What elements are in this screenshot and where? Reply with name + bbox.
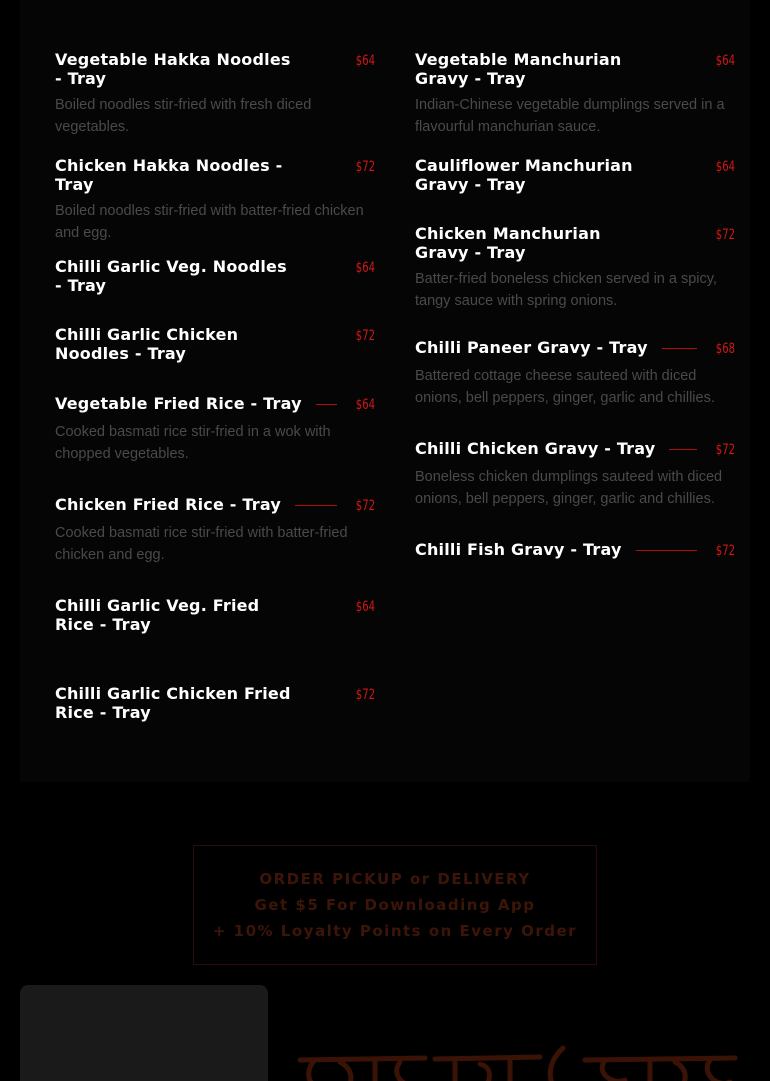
menu-item-chilli-garlic-chicken-noodles-tray[interactable] <box>55 325 375 363</box>
menu-item-leader-line <box>669 60 697 61</box>
menu-item-header <box>55 156 375 194</box>
menu-item-leader-line <box>669 166 697 167</box>
menu-item-chicken-manchurian-gravy-tray[interactable] <box>415 224 735 312</box>
menu-item-name: Chilli Garlic Veg. Fried Rice - Tray <box>55 596 260 634</box>
menu-item-price: $72 <box>355 687 375 703</box>
promo-line-loyalty: + 10% Loyalty Points on Every Order <box>212 922 578 940</box>
script-heading-graphic <box>295 1040 745 1081</box>
menu-item-name: Vegetable Manchurian Gravy - Tray <box>415 50 622 88</box>
menu-item-header <box>415 156 735 194</box>
menu-item-name: Chilli Paneer Gravy - Tray <box>415 338 648 357</box>
menu-item-name: Vegetable Hakka Noodles - Tray <box>55 50 291 88</box>
menu-item-header <box>55 684 375 722</box>
menu-item-price: $64 <box>355 599 375 615</box>
menu-item-description: Boneless chicken dumplings sauteed with diced onions, bell peppers, ginger, garlic and chillies. <box>415 469 723 507</box>
menu-item-description: Cooked basmati rice stir-fried with batter-fried chicken and egg. <box>55 525 348 563</box>
menu-item-cauliflower-manchurian-gravy-tray[interactable] <box>415 156 735 194</box>
menu-item-leader-line <box>316 404 337 405</box>
menu-item-leader-line <box>636 550 697 551</box>
menu-item-header <box>55 325 375 363</box>
menu-item-price: $64 <box>355 53 375 69</box>
menu-item-price: $68 <box>715 341 735 357</box>
menu-item-name: Chilli Garlic Chicken Fried Rice - Tray <box>55 684 291 722</box>
menu-item-header <box>415 338 735 359</box>
menu-item-header <box>55 50 375 88</box>
menu-item-header <box>415 439 735 460</box>
menu-item-price: $72 <box>355 159 375 175</box>
menu-item-leader-line <box>309 606 337 607</box>
menu-item-chicken-hakka-noodles-tray[interactable] <box>55 156 375 244</box>
menu-item-description: Battered cottage cheese sauteed with diced onions, bell peppers, ginger, garlic and chillies. <box>415 368 715 406</box>
menu-item-name: Chicken Hakka Noodles - Tray <box>55 156 283 194</box>
menu-item-name: Chicken Manchurian Gravy - Tray <box>415 224 601 262</box>
menu-item-price: $72 <box>355 328 375 344</box>
menu-item-leader-line <box>309 267 337 268</box>
menu-item-description: Indian-Chinese vegetable dumplings served in a flavourful manchurian sauce. <box>415 97 725 135</box>
menu-item-chilli-fish-gravy-tray[interactable] <box>415 540 735 561</box>
menu-item-header <box>55 394 375 415</box>
menu-item-name: Chilli Garlic Chicken Noodles - Tray <box>55 325 239 363</box>
menu-item-name: Cauliflower Manchurian Gravy - Tray <box>415 156 633 194</box>
decorative-script-heading <box>295 1040 745 1081</box>
menu-item-leader-line <box>309 60 337 61</box>
menu-item-description: Batter-fried boneless chicken served in a spicy, tangy sauce with spring onions. <box>415 271 717 309</box>
menu-item-description: Cooked basmati rice stir-fried in a wok with chopped vegetables. <box>55 424 331 462</box>
menu-item-chicken-fried-rice-tray[interactable] <box>55 495 375 566</box>
menu-item-vegetable-fried-rice-tray[interactable] <box>55 394 375 465</box>
menu-item-vegetable-hakka-noodles-tray[interactable] <box>55 50 375 138</box>
menu-item-name: Chilli Garlic Veg. Noodles - Tray <box>55 257 287 295</box>
menu-item-chilli-garlic-chicken-fried-rice-tray[interactable] <box>55 684 375 722</box>
menu-item-description: Boiled noodles stir-fried with batter-fried chicken and egg. <box>55 203 364 241</box>
menu-item-chilli-garlic-veg-fried-rice-tray[interactable] <box>55 596 375 634</box>
menu-item-header <box>55 495 375 516</box>
menu-item-price: $64 <box>715 53 735 69</box>
menu-item-name: Chicken Fried Rice - Tray <box>55 495 281 514</box>
promo-line-app: Get $5 For Downloading App <box>254 896 536 914</box>
menu-item-header <box>415 540 735 561</box>
menu-item-chilli-garlic-veg-noodles-tray[interactable] <box>55 257 375 295</box>
menu-item-name: Chilli Fish Gravy - Tray <box>415 540 622 559</box>
menu-item-vegetable-manchurian-gravy-tray[interactable] <box>415 50 735 138</box>
menu-item-price: $64 <box>355 397 375 413</box>
menu-item-description: Boiled noodles stir-fried with fresh diced vegetables. <box>55 97 312 135</box>
menu-item-leader-line <box>662 348 697 349</box>
menu-item-leader-line <box>669 449 697 450</box>
menu-item-name: Chilli Chicken Gravy - Tray <box>415 439 656 458</box>
menu-item-leader-line <box>669 234 697 235</box>
menu-item-header <box>55 257 375 295</box>
menu-item-price: $72 <box>355 498 375 514</box>
menu-item-chilli-paneer-gravy-tray[interactable] <box>415 338 735 409</box>
promo-order-button[interactable] <box>193 845 597 965</box>
promo-line-order: ORDER PICKUP or DELIVERY <box>259 870 531 888</box>
menu-item-leader-line <box>309 335 337 336</box>
menu-item-price: $64 <box>715 159 735 175</box>
menu-item-leader-line <box>295 505 337 506</box>
menu-item-price: $64 <box>355 260 375 276</box>
menu-item-price: $72 <box>715 543 735 559</box>
menu-item-price: $72 <box>715 442 735 458</box>
menu-item-chilli-chicken-gravy-tray[interactable] <box>415 439 735 510</box>
menu-item-header <box>55 596 375 634</box>
menu-item-header <box>415 224 735 262</box>
menu-item-name: Vegetable Fried Rice - Tray <box>55 394 302 413</box>
menu-item-price: $72 <box>715 227 735 243</box>
menu-item-leader-line <box>309 694 337 695</box>
menu-item-header <box>415 50 735 88</box>
image-card <box>20 985 268 1081</box>
